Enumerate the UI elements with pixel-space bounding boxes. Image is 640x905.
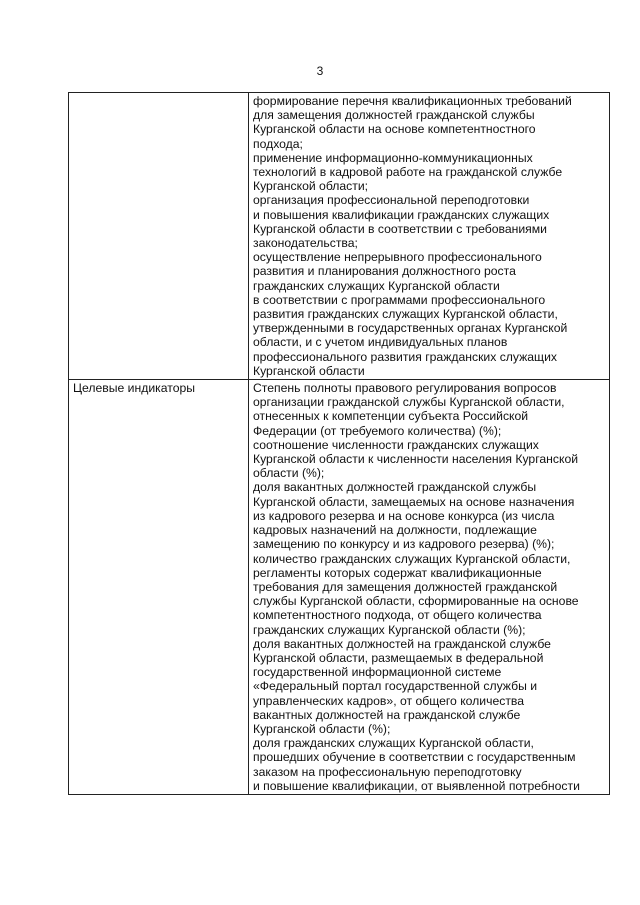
program-passport-table: [68, 92, 610, 795]
content-line: Федерации (от требуемого количества) (%);: [252, 423, 502, 438]
content-line: регламенты которых содержат квалификационные: [252, 565, 542, 580]
content-line: Курганской области в соответствии с требованиями: [252, 221, 547, 236]
page-number: 3: [316, 64, 324, 78]
content-line: соотношение численности гражданских служащих: [252, 437, 539, 452]
content-line: «Федеральный портал государственной службы и: [252, 679, 538, 694]
content-line: Курганской области;: [252, 179, 369, 194]
content-line: требования для замещения должностей гражданской: [252, 579, 558, 594]
row-label: Целевые индикаторы: [73, 381, 196, 396]
content-line: Курганской области, замещаемых на основе назначения: [252, 494, 575, 509]
content-line: гражданских служащих Курганской области: [252, 278, 500, 293]
content-line: Курганской области: [252, 363, 365, 378]
content-line: утвержденными в государственных органах Курганской: [252, 321, 568, 336]
content-line: технологий в кадровой работе на гражданской службе: [252, 165, 563, 180]
content-line: осуществление непрерывного профессионального: [252, 250, 542, 265]
content-line: применение информационно-коммуникационных: [252, 150, 533, 165]
content-line: управленческих кадров», от общего количества: [252, 693, 525, 708]
content-line: организация профессиональной переподготовки: [252, 193, 530, 208]
content-line: законодательства;: [252, 236, 358, 251]
content-line: для замещения должностей гражданской службы: [252, 108, 535, 123]
table-body: [69, 93, 610, 795]
content-line: кадровых назначений на должности, подлежащие: [252, 523, 537, 538]
content-line: развития и планирования должностного роста: [252, 264, 516, 279]
content-line: Курганской области на основе компетентностного: [252, 122, 536, 137]
row-content-cell: [248, 380, 609, 795]
content-line: из кадрового резерва и на основе конкурса (из числа: [252, 508, 555, 523]
content-line: Курганской области, размещаемых в федеральной: [252, 650, 544, 665]
content-line: Степень полноты правового регулирования вопросов: [252, 381, 557, 396]
content-line: количество гражданских служащих Курганской области,: [252, 551, 571, 566]
table-row: [69, 380, 610, 795]
content-line: гражданских служащих Курганской области (%);: [252, 622, 526, 637]
content-line: формирование перечня квалификационных требований: [252, 94, 572, 108]
content-line: прошедших обучение в соответствии с государственным: [252, 750, 576, 765]
content-line: доля гражданских служащих Курганской области,: [252, 736, 534, 751]
content-line: организации гражданской службы Курганской области,: [252, 395, 565, 410]
content-line: заказом на профессиональную переподготовку: [252, 764, 522, 779]
content-line: Курганской области (%);: [252, 721, 391, 736]
content-line: доля вакантных должностей на гражданской службе: [252, 636, 551, 651]
content-line: службы Курганской области, сформированные на основе: [252, 594, 579, 609]
content-line: и повышения квалификации гражданских служащих: [252, 207, 550, 222]
content-line: компетентностного подхода, от общего количества: [252, 608, 542, 623]
row-label-cell: [69, 380, 249, 795]
content-line: развития гражданских служащих Курганской области,: [252, 307, 558, 322]
content-line: профессионального развития гражданских служащих: [252, 349, 557, 364]
content-line: Курганской области к численности населения Курганской: [252, 452, 579, 467]
content-line: в соответствии с программами профессионального: [252, 292, 546, 307]
row-content-cell: [248, 93, 609, 380]
content-line: вакантных должностей на гражданской службе: [252, 707, 521, 722]
content-line: отнесенных к компетенции субъекта Российской: [252, 409, 529, 424]
content-line: области (%);: [252, 466, 325, 481]
row-label-cell: [69, 93, 249, 380]
content-line: подхода;: [252, 136, 303, 151]
content-line: государственной информационной системе: [252, 665, 502, 680]
table-row: [69, 93, 610, 380]
content-line: и повышение квалификации, от выявленной потребности: [252, 778, 580, 793]
content-line: области, и с учетом индивидуальных планов: [252, 335, 508, 350]
content-line: замещению по конкурсу и из кадрового резерва) (%);: [252, 537, 555, 552]
content-line: доля вакантных должностей гражданской службы: [252, 480, 537, 495]
